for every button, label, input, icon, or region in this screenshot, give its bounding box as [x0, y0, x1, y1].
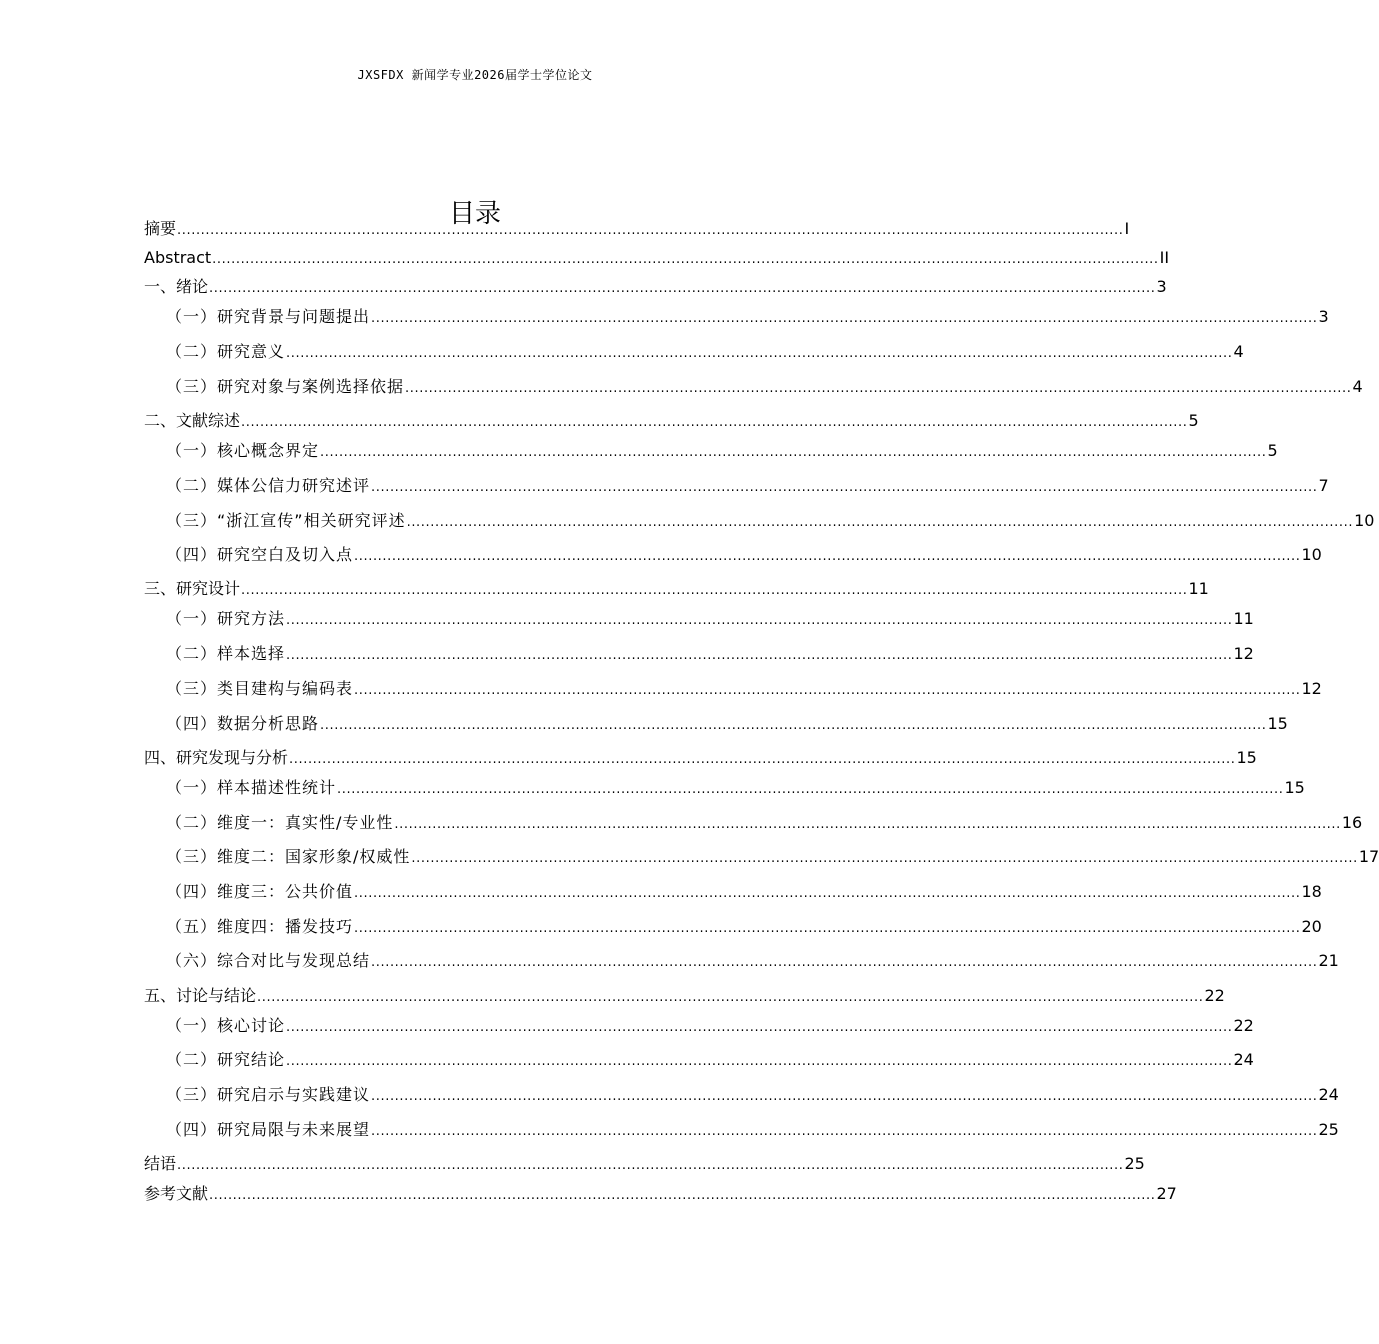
toc-entry-page-number: I — [1124, 219, 1130, 238]
toc-entry-label: （四）研究空白及切入点 — [166, 545, 354, 564]
toc-entry-page-number: 22 — [1233, 1016, 1254, 1035]
toc-entry-page-number: 22 — [1204, 986, 1225, 1005]
toc-entry-page-number: 15 — [1236, 748, 1257, 767]
toc-entry[interactable] — [166, 643, 1254, 667]
toc-entry-page-number: II — [1159, 248, 1170, 267]
dot-leader: ........................................................................................................................................................................................................ — [209, 1188, 1156, 1203]
toc-entry[interactable] — [166, 812, 1363, 836]
toc-entry[interactable] — [166, 510, 1375, 534]
toc-entry-label: （四）研究局限与未来展望 — [166, 1120, 371, 1139]
dot-leader: ........................................................................................................................................................................................................ — [286, 648, 1233, 663]
toc-entry-page-number: 20 — [1301, 917, 1322, 936]
toc-entry-label: （五）维度四：播发技巧 — [166, 917, 354, 936]
dot-leader: ........................................................................................................................................................................................................ — [257, 990, 1204, 1005]
toc-entry-label: （二）维度一：真实性/专业性 — [166, 813, 394, 832]
toc-entry-label: （二）研究意义 — [166, 342, 286, 361]
dot-leader: ........................................................................................................................................................................................................ — [371, 311, 1318, 326]
toc-entry-label: 一、绪论 — [144, 277, 209, 296]
toc-entry[interactable] — [166, 544, 1322, 568]
toc-entry-page-number: 27 — [1156, 1184, 1177, 1203]
toc-entry-label: （二）媒体公信力研究述评 — [166, 476, 371, 495]
toc-entry-label: （二）样本选择 — [166, 644, 286, 663]
dot-leader: ........................................................................................................................................................................................................ — [241, 415, 1188, 430]
toc-title: 目录 — [448, 199, 501, 230]
toc-entry-page-number: 4 — [1352, 377, 1363, 396]
toc-entry-page-number: 17 — [1358, 847, 1379, 866]
toc-entry[interactable] — [144, 1183, 1177, 1207]
toc-entry-label: 二、文献综述 — [144, 411, 241, 430]
toc-entry-label: （一）样本描述性统计 — [166, 778, 337, 797]
toc-entry-label: 参考文献 — [144, 1184, 209, 1203]
dot-leader: ........................................................................................................................................................................................................ — [411, 851, 1358, 866]
dot-leader: ........................................................................................................................................................................................................ — [371, 1124, 1318, 1139]
toc-entry-page-number: 5 — [1188, 411, 1199, 430]
toc-entry-page-number: 25 — [1318, 1120, 1339, 1139]
toc-entry-page-number: 4 — [1233, 342, 1244, 361]
toc-entry-page-number: 18 — [1301, 882, 1322, 901]
toc-entry-page-number: 12 — [1301, 679, 1322, 698]
toc-entry-label: 摘要 — [144, 219, 177, 238]
dot-leader: ........................................................................................................................................................................................................ — [406, 515, 1354, 530]
toc-entry[interactable] — [166, 376, 1363, 400]
toc-entry-page-number: 5 — [1267, 441, 1278, 460]
toc-entry-page-number: 21 — [1318, 951, 1339, 970]
toc-entry[interactable] — [166, 1084, 1339, 1108]
toc-entry[interactable] — [166, 881, 1322, 905]
toc-entry[interactable] — [166, 475, 1329, 499]
toc-entry-label: 三、研究设计 — [144, 579, 241, 598]
dot-leader: ........................................................................................................................................................................................................ — [394, 817, 1341, 832]
toc-entry-label: 结语 — [144, 1154, 177, 1173]
toc-entry-page-number: 11 — [1233, 609, 1254, 628]
toc-entry-page-number: 24 — [1233, 1050, 1254, 1069]
toc-entry-page-number: 3 — [1318, 307, 1329, 326]
toc-entry[interactable] — [166, 916, 1322, 940]
toc-entry-label: （一）核心概念界定 — [166, 441, 320, 460]
toc-entry-label: （二）研究结论 — [166, 1050, 286, 1069]
dot-leader: ........................................................................................................................................................................................................ — [177, 223, 1124, 238]
toc-entry[interactable] — [144, 410, 1199, 434]
dot-leader: ........................................................................................................................................................................................................ — [212, 252, 1159, 267]
toc-entry-page-number: 12 — [1233, 644, 1254, 663]
toc-entry-page-number: 10 — [1354, 511, 1375, 530]
dot-leader: ........................................................................................................................................................................................................ — [371, 1089, 1318, 1104]
toc-entry-page-number: 10 — [1301, 545, 1322, 564]
toc-entry[interactable] — [144, 218, 1130, 242]
toc-entry-page-number: 3 — [1156, 277, 1167, 296]
toc-entry-label: （一）研究方法 — [166, 609, 286, 628]
toc-entry-page-number: 16 — [1341, 813, 1363, 832]
toc-entry-label: 五、讨论与结论 — [144, 986, 257, 1005]
toc-entry-label: （三）研究对象与案例选择依据 — [166, 377, 405, 396]
toc-entry[interactable] — [166, 950, 1339, 974]
toc-entry[interactable] — [166, 1119, 1339, 1143]
toc-entry-label: （四）数据分析思路 — [166, 714, 320, 733]
toc-entry-label: （三）“浙江宣传”相关研究评述 — [166, 511, 406, 530]
dot-leader: ........................................................................................................................................................................................................ — [286, 1020, 1233, 1035]
toc-entry[interactable] — [166, 777, 1305, 801]
dot-leader: ........................................................................................................................................................................................................ — [354, 683, 1301, 698]
dot-leader: ........................................................................................................................................................................................................ — [286, 346, 1233, 361]
dot-leader: ........................................................................................................................................................................................................ — [371, 955, 1318, 970]
toc-entry[interactable] — [166, 306, 1329, 330]
toc-entry-page-number: 15 — [1284, 778, 1305, 797]
toc-entry[interactable] — [166, 678, 1322, 702]
dot-leader: ........................................................................................................................................................................................................ — [320, 445, 1267, 460]
dot-leader: ........................................................................................................................................................................................................ — [405, 381, 1352, 396]
toc-entry[interactable] — [166, 846, 1379, 870]
dot-leader: ........................................................................................................................................................................................................ — [286, 613, 1233, 628]
toc-entry-label: （六）综合对比与发现总结 — [166, 951, 371, 970]
toc-entry-label: （四）维度三：公共价值 — [166, 882, 354, 901]
toc-entry[interactable] — [144, 247, 1170, 271]
dot-leader: ........................................................................................................................................................................................................ — [177, 1158, 1124, 1173]
toc-entry-label: 四、研究发现与分析 — [144, 748, 289, 767]
dot-leader: ........................................................................................................................................................................................................ — [286, 1054, 1233, 1069]
dot-leader: ........................................................................................................................................................................................................ — [354, 549, 1301, 564]
toc-entry[interactable] — [166, 608, 1254, 632]
toc-entry[interactable] — [166, 440, 1278, 464]
running-header: JXSFDX 新闻学专业2026届学士学位论文 — [357, 68, 593, 82]
toc-entry-label: （一）研究背景与问题提出 — [166, 307, 371, 326]
toc-entry-page-number: 24 — [1318, 1085, 1339, 1104]
dot-leader: ........................................................................................................................................................................................................ — [241, 583, 1188, 598]
toc-entry-page-number: 7 — [1318, 476, 1329, 495]
toc-entry[interactable] — [166, 341, 1244, 365]
toc-entry[interactable] — [166, 713, 1288, 737]
toc-entry-page-number: 15 — [1267, 714, 1288, 733]
toc-entry-label: （三）维度二：国家形象/权威性 — [166, 847, 411, 866]
toc-entry[interactable] — [144, 276, 1167, 300]
dot-leader: ........................................................................................................................................................................................................ — [209, 281, 1156, 296]
toc-entry[interactable] — [144, 747, 1257, 771]
toc-entry-label: （三）类目建构与编码表 — [166, 679, 354, 698]
dot-leader: ........................................................................................................................................................................................................ — [354, 886, 1301, 901]
dot-leader: ........................................................................................................................................................................................................ — [289, 752, 1236, 767]
dot-leader: ........................................................................................................................................................................................................ — [337, 782, 1284, 797]
toc-entry[interactable] — [144, 578, 1209, 602]
toc-entry[interactable] — [166, 1015, 1254, 1039]
dot-leader: ........................................................................................................................................................................................................ — [371, 480, 1318, 495]
toc-entry[interactable] — [166, 1049, 1254, 1073]
toc-entry[interactable] — [144, 1153, 1145, 1177]
toc-entry-label: （一）核心讨论 — [166, 1016, 286, 1035]
toc-entry[interactable] — [144, 985, 1225, 1009]
toc-entry-label: Abstract — [144, 248, 212, 267]
toc-entry-page-number: 25 — [1124, 1154, 1145, 1173]
dot-leader: ........................................................................................................................................................................................................ — [320, 718, 1267, 733]
toc-entry-page-number: 11 — [1188, 579, 1209, 598]
toc-entry-label: （三）研究启示与实践建议 — [166, 1085, 371, 1104]
dot-leader: ........................................................................................................................................................................................................ — [354, 921, 1301, 936]
